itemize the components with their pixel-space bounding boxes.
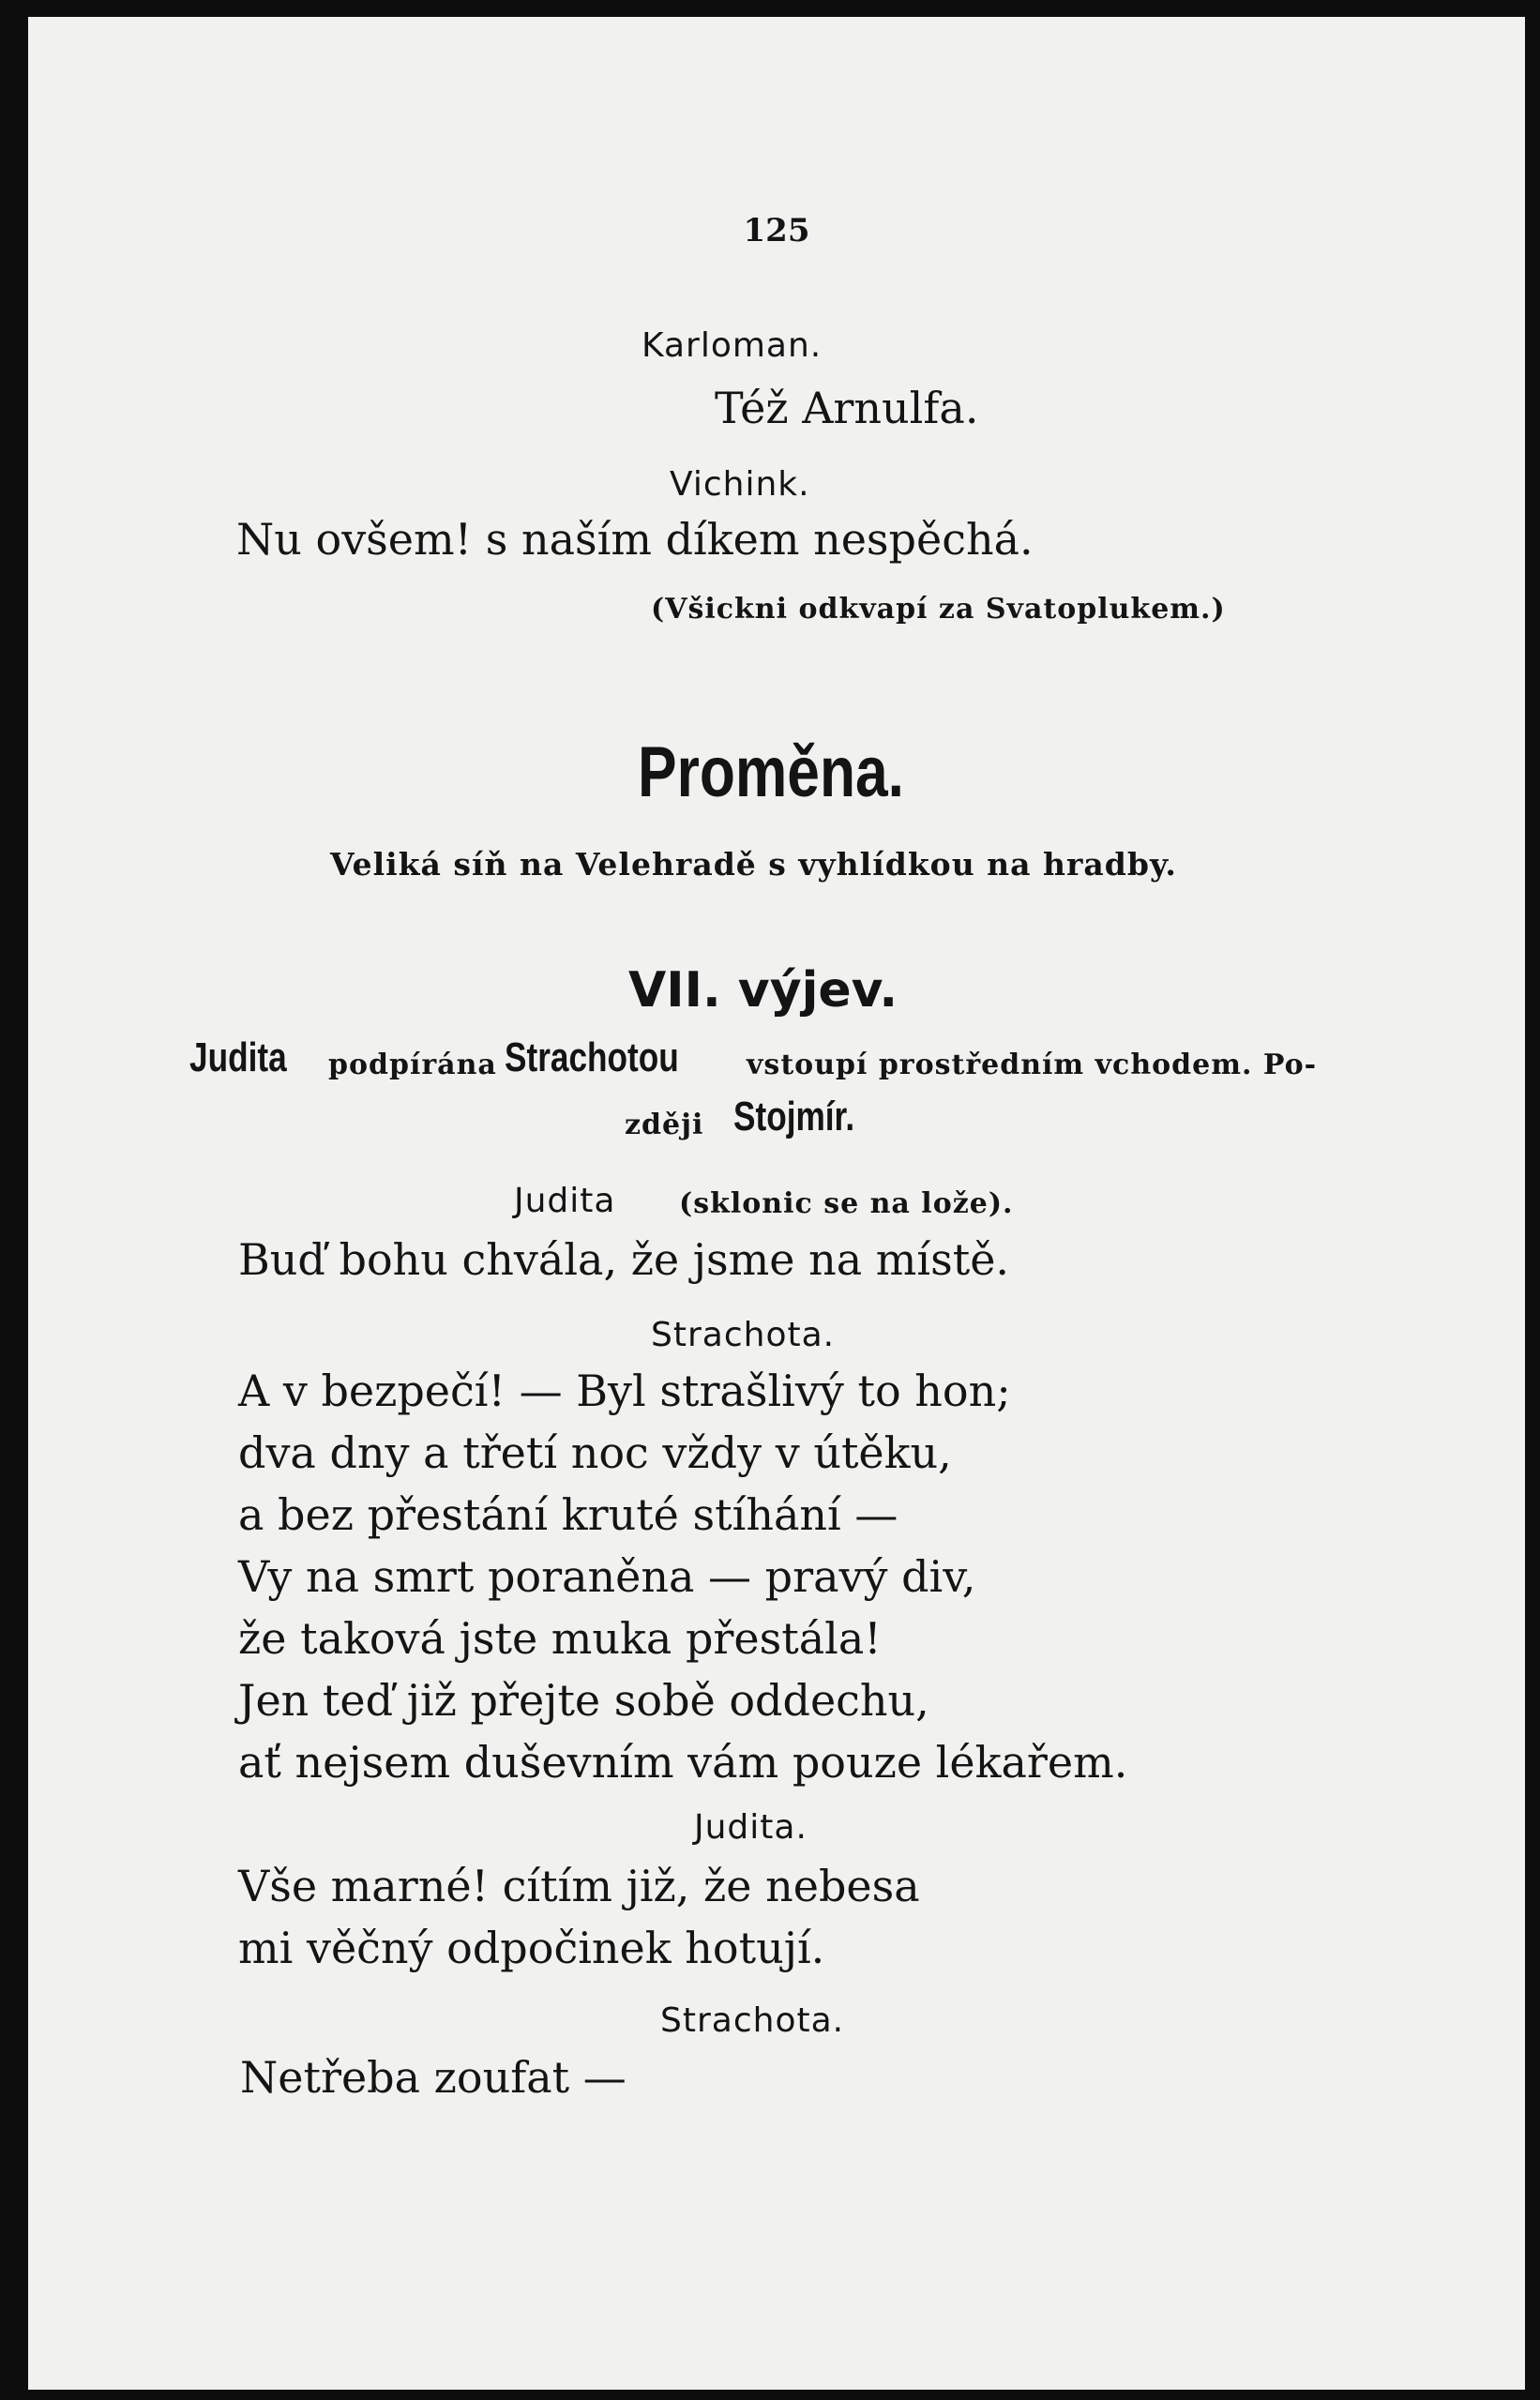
verse-line: ať nejsem duševním vám pouze lékařem.	[238, 1737, 1128, 1788]
stage-direction: (Všickni odkvapí za Svatoplukem.)	[651, 593, 1226, 626]
speaker-karloman: Karloman.	[642, 326, 823, 365]
verse-line: A v bezpečí! — Byl strašlivý to hon;	[238, 1366, 1011, 1416]
verse-line: Též Arnulfa.	[715, 383, 979, 433]
verse-line: Nu ovšem! s naším díkem nespěchá.	[236, 514, 1034, 565]
verse-line: Jen teď již přejte sobě oddechu,	[238, 1675, 929, 1726]
verse-line: Vše marné! cítím již, že nebesa	[238, 1861, 920, 1911]
verse-line: že taková jste muka přestála!	[238, 1613, 882, 1664]
verse-line: a bez přestání kruté stíhání —	[238, 1489, 898, 1540]
character-name: Strachotou	[505, 1034, 679, 1080]
scene-setting: Veliká síň na Velehradě s vyhlídkou na hradby.	[330, 846, 1177, 883]
verse-line: Buď bohu chvála, že jsme na místě.	[238, 1234, 1010, 1285]
speaker-strachota: Strachota.	[651, 1316, 836, 1354]
verse-line: Netřeba zoufat —	[240, 2052, 627, 2103]
scene-heading: VII. výjev.	[628, 962, 898, 1019]
stage-direction: zději	[625, 1109, 704, 1141]
entry-name-3	[733, 1094, 884, 1140]
book-page	[28, 17, 1525, 2390]
speaker-judita: Judita.	[694, 1808, 808, 1847]
stage-direction: (sklonic se na lože).	[679, 1187, 1014, 1220]
verse-line: Vy na smrt poraněna — pravý div,	[238, 1551, 976, 1602]
speaker-vichink: Vichink.	[670, 465, 810, 504]
stage-direction: podpírána	[328, 1049, 497, 1081]
speaker-judita: Judita	[514, 1182, 616, 1220]
speaker-strachota: Strachota.	[660, 2001, 845, 2040]
page-number: 125	[743, 212, 810, 249]
character-name: Judita	[189, 1034, 287, 1080]
verse-line: mi věčný odpočinek hotují.	[238, 1923, 825, 1973]
verse-line: dva dny a třetí noc vždy v útěku,	[238, 1427, 952, 1478]
scene-change-title: Proměna.	[638, 732, 905, 812]
entry-name-2	[505, 1034, 722, 1081]
entry-line-1	[189, 1034, 311, 1081]
character-name: Stojmír.	[733, 1094, 855, 1140]
stage-direction: vstoupí prostředním vchodem. Po-	[747, 1049, 1318, 1081]
